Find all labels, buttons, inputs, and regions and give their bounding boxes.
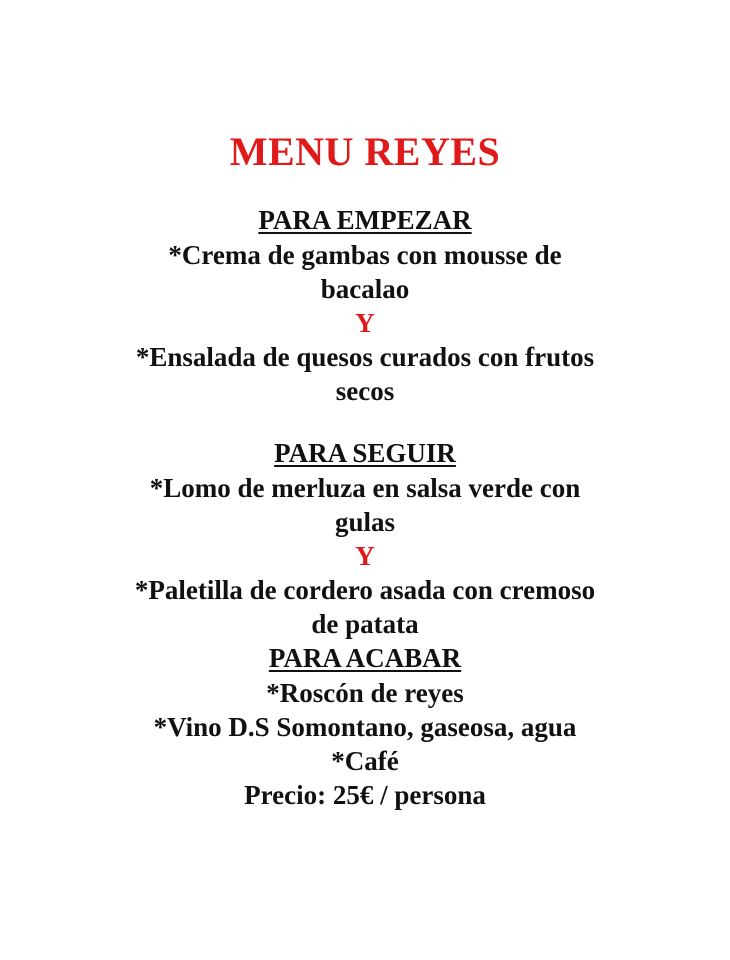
main-item-2-line-1: *Paletilla de cordero asada con cremoso xyxy=(134,575,596,605)
section-heading-para-seguir: PARA SEGUIR xyxy=(274,438,456,468)
coffee-item: *Café xyxy=(331,746,399,776)
main-item-1-line-1: *Lomo de merluza en salsa verde con xyxy=(149,473,581,503)
section-heading-para-empezar: PARA EMPEZAR xyxy=(258,205,472,235)
main-connector-y: Y xyxy=(355,541,375,571)
starter-item-2-line-1: *Ensalada de quesos curados con frutos xyxy=(135,342,595,372)
starter-item-2-line-2: secos xyxy=(335,376,395,406)
menu-title: MENU REYES xyxy=(229,129,501,174)
main-item-2-line-2: de patata xyxy=(311,609,419,639)
section-heading-para-acabar: PARA ACABAR xyxy=(268,643,462,673)
starter-item-1-line-2: bacalao xyxy=(320,274,410,304)
main-item-1-line-2: gulas xyxy=(334,507,396,537)
price-text: Precio: 25€ / persona xyxy=(244,780,486,810)
drinks-item: *Vino D.S Somontano, gaseosa, agua xyxy=(153,712,577,742)
starter-connector-y: Y xyxy=(355,308,375,338)
dessert-item-roscon: *Roscón de reyes xyxy=(266,678,464,708)
starter-item-1-line-1: *Crema de gambas con mousse de xyxy=(168,240,562,270)
